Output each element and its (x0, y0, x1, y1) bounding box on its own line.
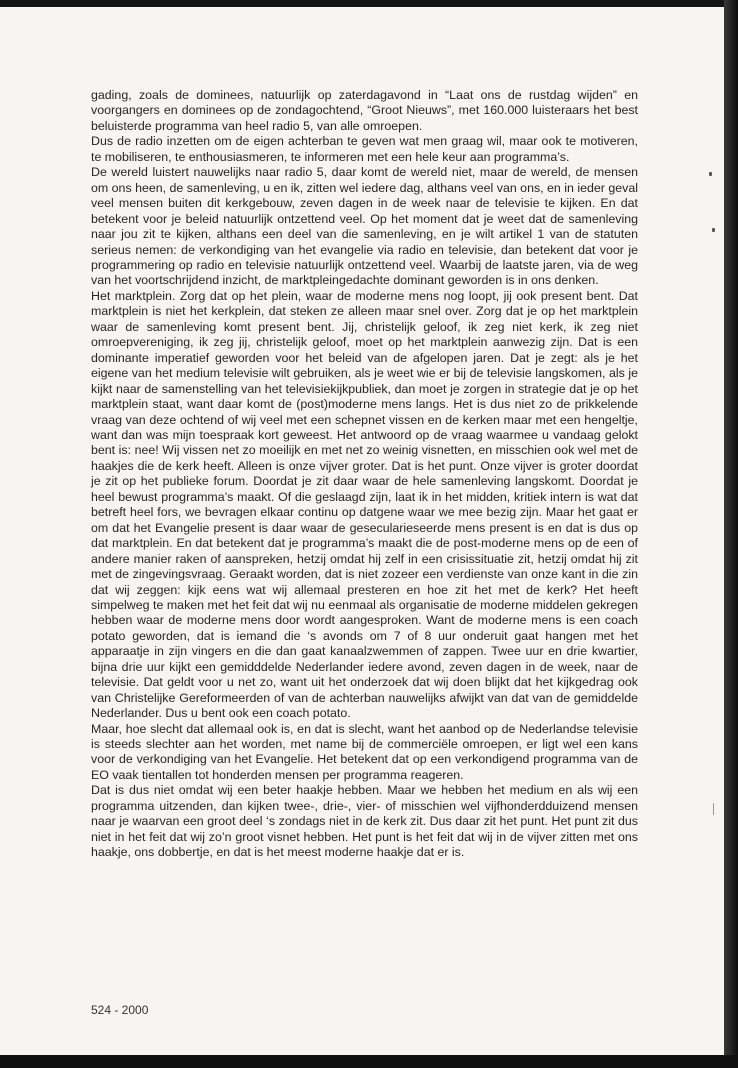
paragraph: De wereld luistert nauwelijks naar radio 5, daar komt de wereld niet, maar de wereld, de mensen om ons heen, de samenleving, u en ik, zitten wel iedere dag, althans veel van ons, en in ieder geval veel mensen buiten dit kerkgebouw, zeven dagen in de week naar de televisie te kijken. En dat betekent voor je beleid natuurlijk ontzettend veel. Op het moment dat je weet dat de samenleving naar jou zit te kijken, althans een deel van die samenleving, en je wilt artikel 1 van de statuten serieus nemen: de verkondiging van het evangelie via radio en televisie, dan betekent dat voor je programmering op radio en televisie natuurlijk ontzettend veel. Waarbij de laatste jaren, via de weg van het voortschrijdend inzicht, de marktpleingedachte dominant geworden is in ons denken. (91, 165, 638, 288)
scan-border-top (0, 0, 738, 7)
paragraph: Dat is dus niet omdat wij een beter haakje hebben. Maar we hebben het medium en als wij een programma uitzenden, dan kijken twee-, drie-, vier- of misschien wel vijfhonderdduizend mensen naar je waarvan een groot deel ‘s zondags niet in de kerk zit. Dus daar zit het punt. Het punt zit dus niet in het feit dat wij zo’n groot visnet hebben. Het punt is het feit dat wij in de vijver zitten met ons haakje, ons dobbertje, en dat is het meest moderne haakje dat er is. (91, 783, 638, 860)
scan-border-bottom (0, 1055, 738, 1068)
paragraph: gading, zoals de dominees, natuurlijk op zaterdagavond in “Laat ons de rustdag wijden” en voorgangers en dominees op de zondagochtend, “Groot Nieuws”, met 160.000 luisteraars het best beluisterde programma van heel radio 5, van alle omroepen. (91, 88, 638, 133)
article-body (91, 88, 638, 861)
paragraph: Maar, hoe slecht dat allemaal ook is, en dat is slecht, want het aanbod op de Nederlandse televisie is steeds slechter aan het worden, met name bij de commerciële omroepen, er ligt wel een kans voor de verkondiging van het Evangelie. Het betekent dat op een verkondigend programma van de EO vaak tientallen tot honderden mensen per programma reageren. (91, 721, 638, 782)
scan-speck (709, 172, 712, 176)
paragraph: Het marktplein. Zorg dat op het plein, waar de moderne mens nog loopt, jij ook present bent. Dat marktplein is niet het kerkplein, dat steken ze alleen maar snel over. Zorg dat je op het marktplein waar de samenleving komt present bent. Jij, christelijk geloof, ik zeg niet kerk, ik zeg niet omroepvereniging, ik zeg jij, christelijk geloof, moet op het marktplein aanwezig zijn. Dat is een dominante imperatief geworden voor het beleid van de afgelopen jaren. Dat je zegt: als je het eigene van het medium televisie wilt gebruiken, als je weet wie er bij de televisie langskomen, als je kijkt naar de samenstelling van het televisiekijkpubliek, dan moet je zorgen in strategie dat je op het marktplein staat, want daar komt de (post)moderne mens langs. Het is dus niet zo de prikkelende vraag van deze ochtend of wij veel met een schepnet vissen en de kerken maar met een hengeltje, want dan was mijn toespraak kort geweest. Het antwoord op de vraag waarmee u vandaag gelokt bent is: nee! Wij vissen net zo moeilijk en met net zo weinig visnetten, en misschien ook wel met de haakjes die de kerk heeft. Alleen is onze vijver groter. Dat is het punt. Onze vijver is groter doordat je zit op het publieke forum. Doordat je zit daar waar de hele samenleving langskomt. Doordat je heel bewust programma’s maakt. Of die geslaagd zijn, laat ik in het midden, kritiek intern is wat dat betreft heel fors, we bevragen elkaar continu op datgene waar we mee bezig zijn. Maar het gaat er om dat het Evangelie present is daar waar de gesecularieseerde mens present is en dat is dus op dat marktplein. En dat betekent dat je programma’s maakt die de post-moderne mens op de een of andere manier raken of aanspreken, hetzij omdat hij zelf in een crisissituatie zit, hetzij omdat hij zit met de zingevingsvraag. Geraakt worden, dat is niet zozeer een verdienste van onze kant in die zin dat wij zeggen: kijk eens wat wij allemaal presteren en hoe zit het met de kerk? Het heeft simpelweg te maken met het feit dat wij nu eenmaal als organisatie de moderne middelen gekregen hebben waar de moderne mens door wordt aangesproken. Want de moderne mens is een coach potato geworden, dat is iemand die ‘s avonds om 7 of 8 uur onderuit gaat hangen met het apparaatje in zijn vingers en die dan gaat kanaalzwemmen of zappen. Twee uur en drie kwartier, bijna drie uur kijkt een gemidddelde Nederlander iedere avond, zeven dagen in de week, naar de televisie. Dat geldt voor u net zo, want uit het onderzoek dat wij doen blijkt dat het kijkgedrag ook van Christelijke Gereformeerden of van de achterban nauwelijks afwijkt van dat van de gemiddelde Nederlander. Dus u bent ook een coach potato. (91, 288, 638, 721)
page-number: 524 - 2000 (91, 1003, 149, 1017)
scan-speck (712, 228, 715, 232)
paragraph: Dus de radio inzetten om de eigen achterban te geven wat men graag wil, maar ook te motiveren, te mobiliseren, te enthousiasmeren, te informeren met een hele keur aan programma’s. (91, 134, 638, 164)
scan-border-right (724, 0, 738, 1068)
scan-speck (713, 803, 714, 815)
